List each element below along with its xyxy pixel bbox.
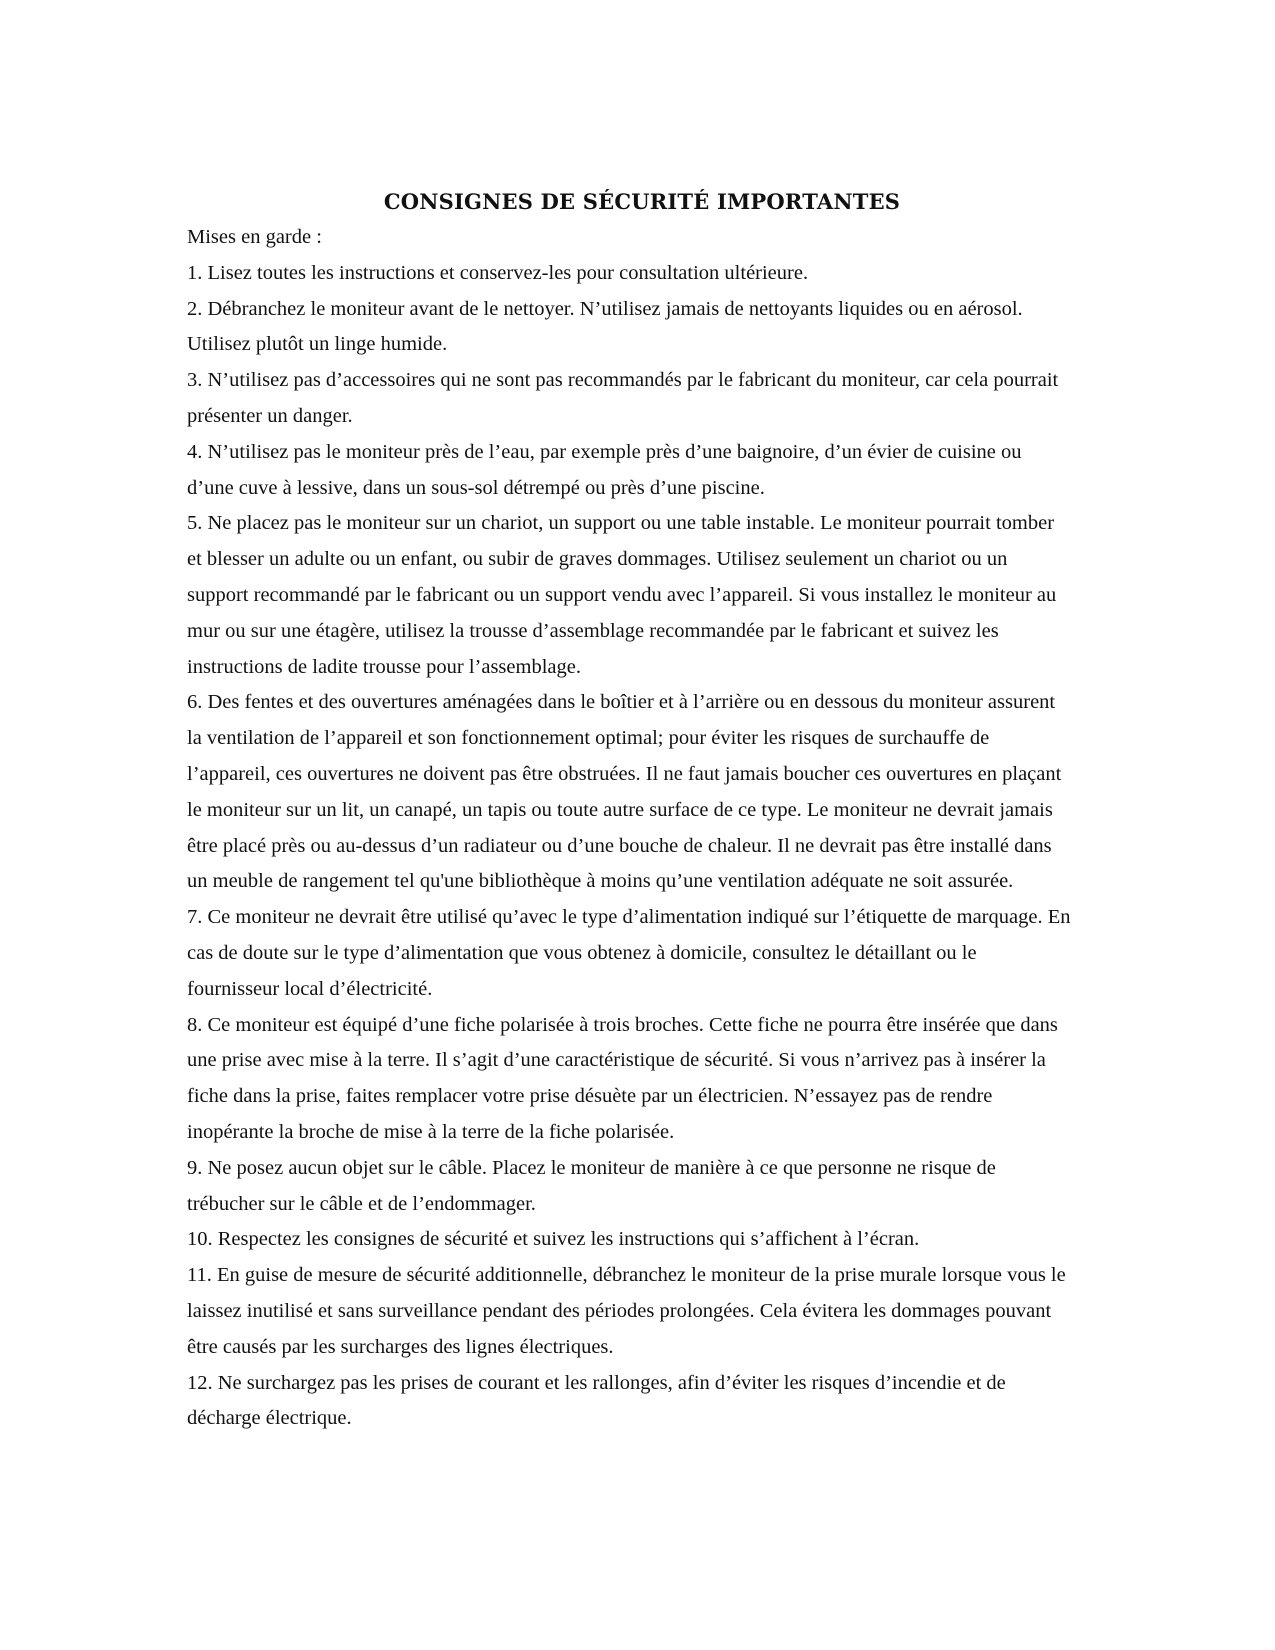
text-line: 11. En guise de mesure de sécurité additionnelle, débranchez le moniteur de la prise murale lorsque vous le — [187, 1264, 1066, 1287]
text-line: fiche dans la prise, faites remplacer votre prise désuète par un électricien. N’essayez pas de rendre — [187, 1085, 993, 1108]
text-line: 5. Ne placez pas le moniteur sur un chariot, un support ou une table instable. Le moniteur pourrait tomber — [187, 512, 1055, 535]
text-line: 10. Respectez les consignes de sécurité et suivez les instructions qui s’affichent à l’écran. — [187, 1228, 920, 1251]
text-line: le moniteur sur un lit, un canapé, un tapis ou toute autre surface de ce type. Le moniteur ne devrait jamais — [187, 798, 1053, 821]
text-line: Utilisez plutôt un linge humide. — [187, 333, 448, 356]
text-line: 4. N’utilisez pas le moniteur près de l’eau, par exemple près d’une baignoire, d’un évier de cuisine ou — [187, 440, 1022, 463]
text-line: être placé près ou au-dessus d’un radiateur ou d’une bouche de chaleur. Il ne devrait pas être installé dans — [187, 834, 1052, 857]
document-content — [187, 184, 1097, 1437]
text-line: et blesser un adulte ou un enfant, ou subir de graves dommages. Utilisez seulement un chariot ou un — [187, 548, 1008, 571]
document-body — [187, 220, 1097, 1437]
text-line: laissez inutilisé et sans surveillance pendant des périodes prolongées. Cela évitera les dommages pouvant — [187, 1299, 1052, 1322]
text-line: 3. N’utilisez pas d’accessoires qui ne sont pas recommandés par le fabricant du moniteur, car cela pourrait — [187, 369, 1059, 392]
text-line: un meuble de rangement tel qu'une bibliothèque à moins qu’une ventilation adéquate ne soit assurée. — [187, 870, 1014, 893]
text-line: être causés par les surcharges des lignes électriques. — [187, 1335, 614, 1358]
page-title: CONSIGNES DE SÉCURITÉ IMPORTANTES — [383, 189, 901, 214]
text-line: la ventilation de l’appareil et son fonctionnement optimal; pour éviter les risques de surchauffe de — [187, 727, 990, 750]
text-line: fournisseur local d’électricité. — [187, 977, 433, 1000]
text-line: 6. Des fentes et des ouvertures aménagées dans le boîtier et à l’arrière ou en dessous du moniteur assurent — [187, 691, 1056, 714]
text-line: 7. Ce moniteur ne devrait être utilisé qu’avec le type d’alimentation indiqué sur l’étiquette de marquage. En — [187, 906, 1071, 929]
text-line: d’une cuve à lessive, dans un sous-sol détrempé ou près d’une piscine. — [187, 476, 765, 499]
text-line: instructions de ladite trousse pour l’assemblage. — [187, 655, 581, 678]
text-line: 8. Ce moniteur est équipé d’une fiche polarisée à trois broches. Cette fiche ne pourra être insérée que dans — [187, 1013, 1058, 1036]
text-line: support recommandé par le fabricant ou un support vendu avec l’appareil. Si vous installez le moniteur au — [187, 583, 1057, 606]
text-line: cas de doute sur le type d’alimentation que vous obtenez à domicile, consultez le détaillant ou le — [187, 941, 977, 964]
text-line: inopérante la broche de mise à la terre de la fiche polarisée. — [187, 1120, 675, 1143]
text-line: une prise avec mise à la terre. Il s’agit d’une caractéristique de sécurité. Si vous n’arrivez pas à insérer la — [187, 1049, 1046, 1072]
text-line: l’appareil, ces ouvertures ne doivent pas être obstruées. Il ne faut jamais boucher ces ouvertures en plaçant — [187, 762, 1062, 785]
text-line: 9. Ne posez aucun objet sur le câble. Placez le moniteur de manière à ce que personne ne risque de — [187, 1156, 996, 1179]
text-line: décharge électrique. — [187, 1407, 352, 1430]
warnings-heading: Mises en garde : — [187, 226, 322, 248]
text-line: 12. Ne surchargez pas les prises de courant et les rallonges, afin d’éviter les risques d’incendie et de — [187, 1371, 1006, 1394]
text-line: mur ou sur une étagère, utilisez la trousse d’assemblage recommandée par le fabricant et suivez les — [187, 619, 999, 642]
text-line: 1. Lisez toutes les instructions et conservez-les pour consultation ultérieure. — [187, 261, 809, 284]
text-line: trébucher sur le câble et de l’endommager. — [187, 1192, 536, 1215]
text-line: 2. Débranchez le moniteur avant de le nettoyer. N’utilisez jamais de nettoyants liquides ou en aérosol. — [187, 297, 1023, 320]
text-line: présenter un danger. — [187, 404, 353, 427]
